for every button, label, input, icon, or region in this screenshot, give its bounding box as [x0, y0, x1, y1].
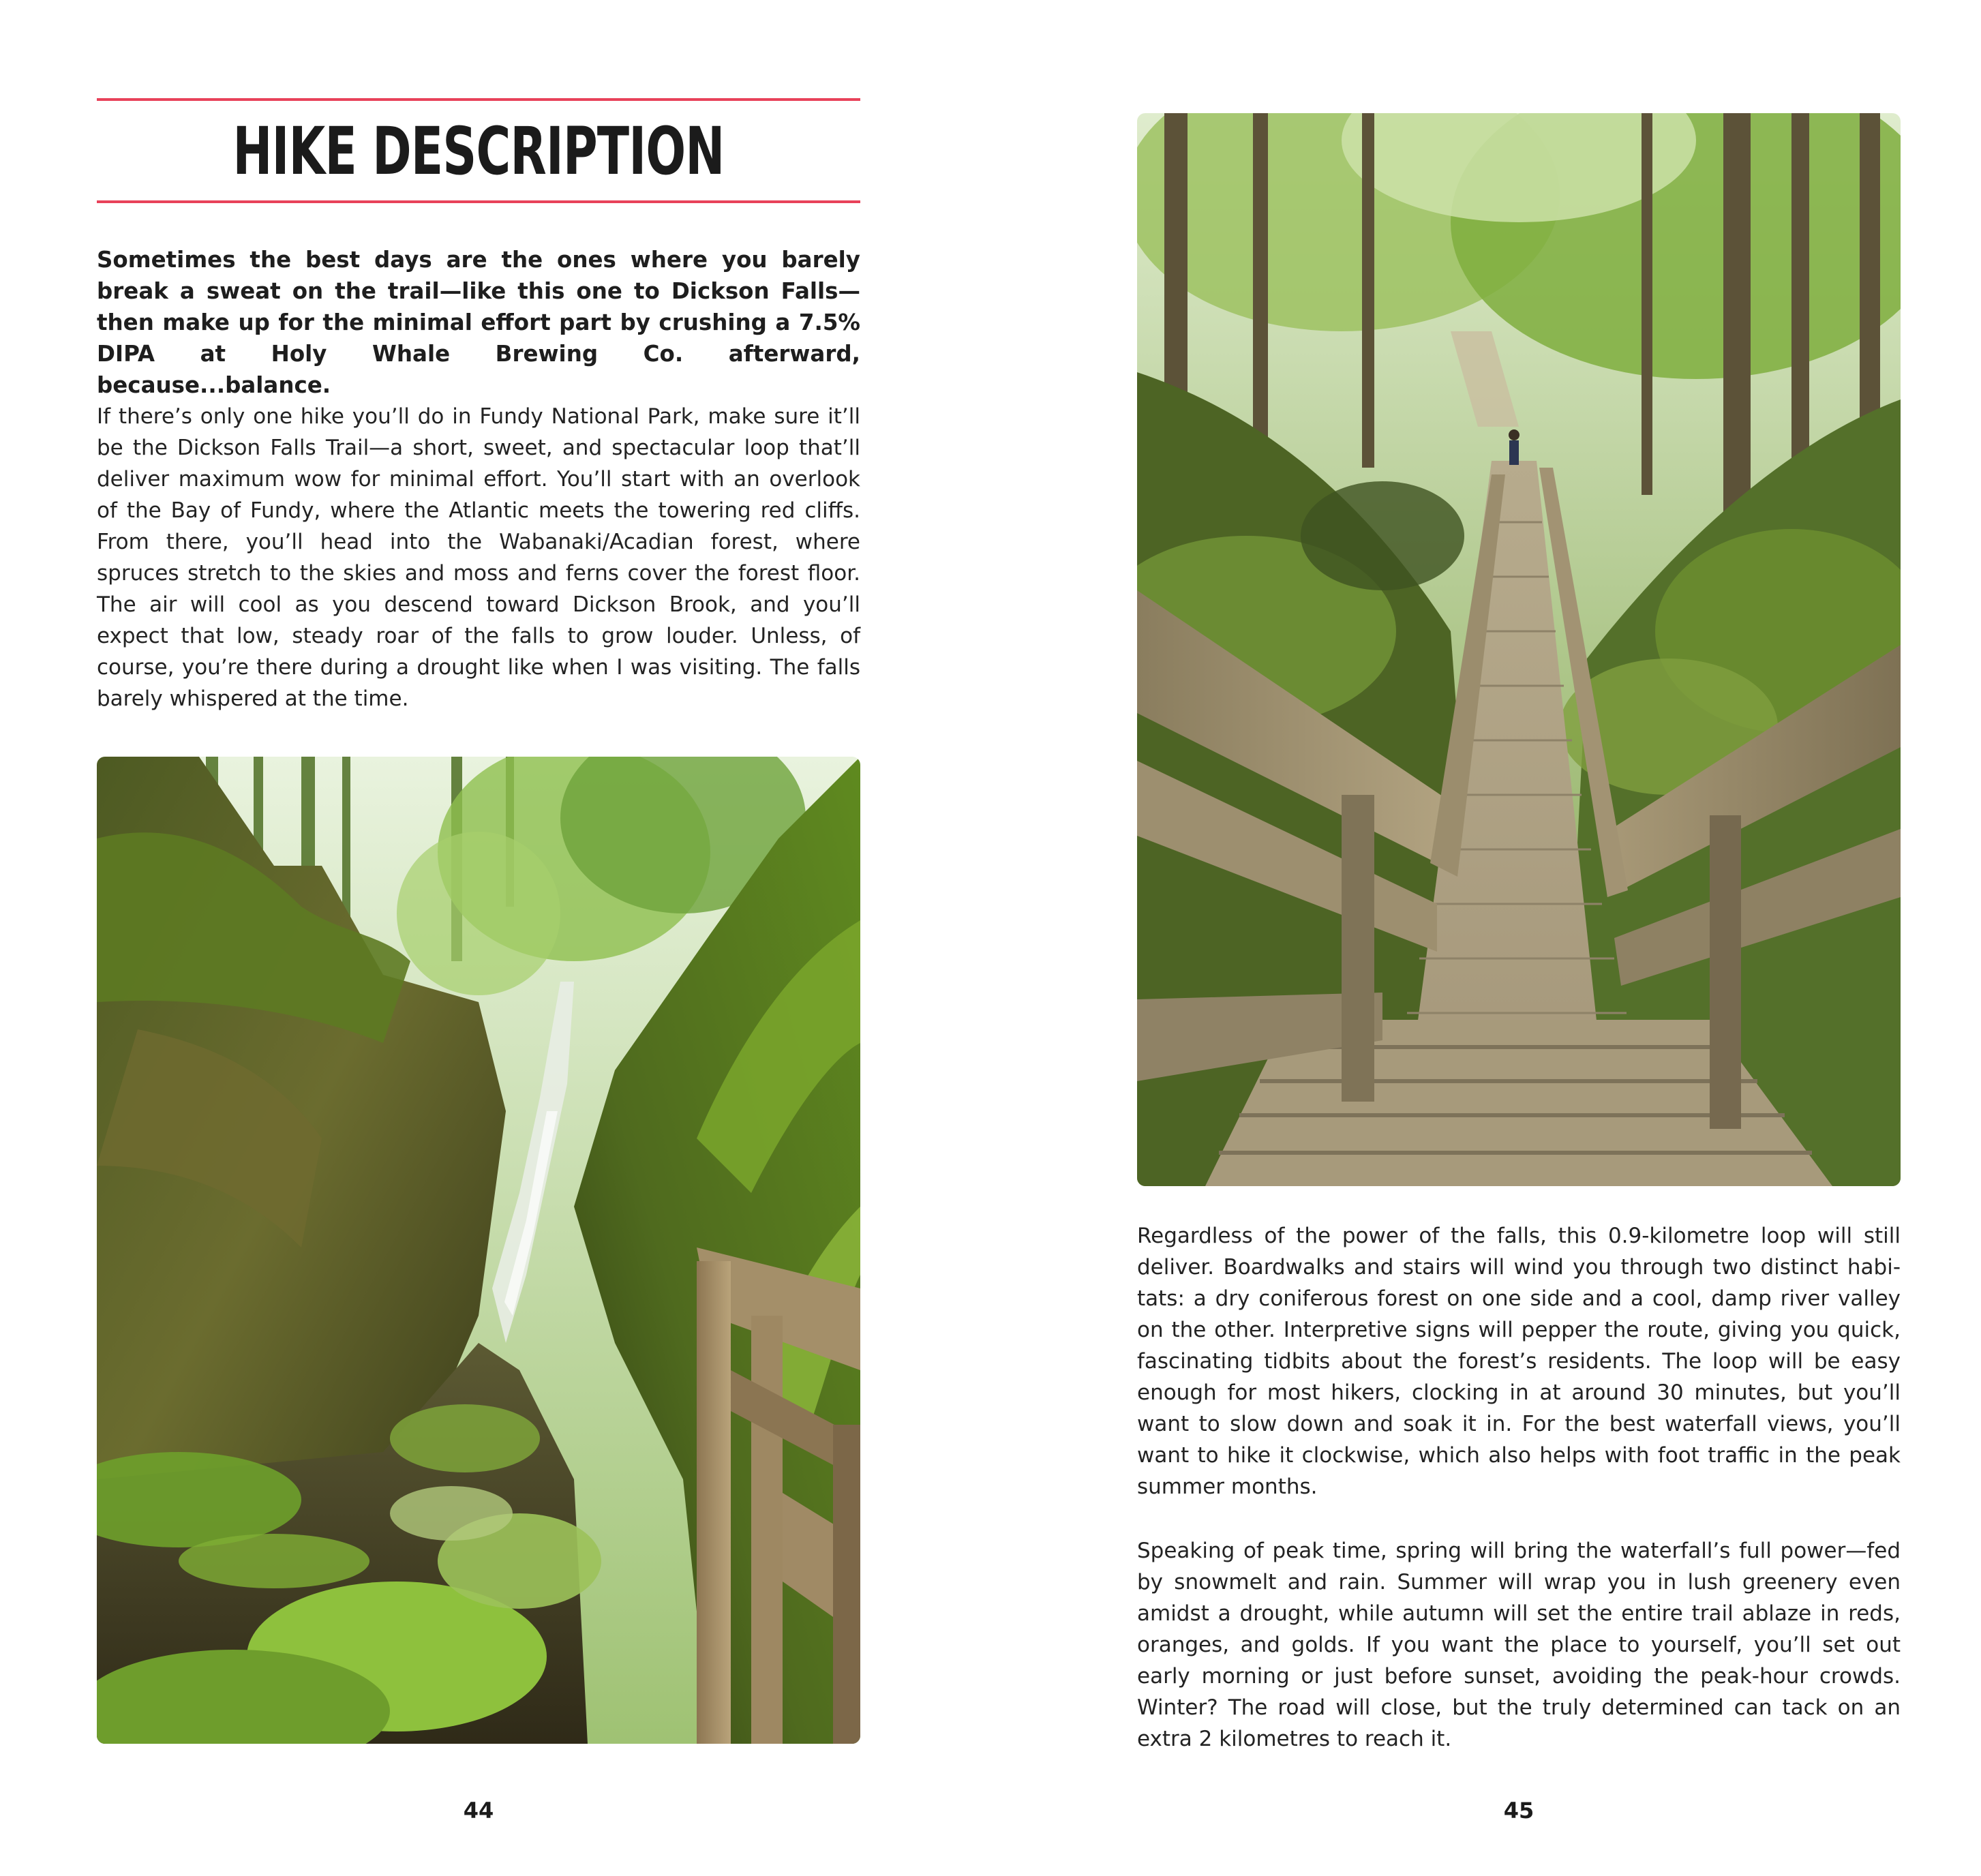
heading-top-rule — [97, 98, 860, 101]
right-page — [990, 0, 1981, 1876]
heading-bottom-rule — [97, 200, 860, 203]
lead-paragraph: Sometimes the best days are the ones where you barely break a sweat on the trail—like this one to Dickson Falls—then make up for the minimal effort part by crushing a 7.5% DIPA at Holy Whale Brewing Co. afterward, because...balance. — [97, 247, 860, 398]
left-page — [0, 0, 990, 1876]
intro-paragraph: If there’s only one hike you’ll do in Fundy National Park, make sure it’ll be the Dickson Falls Trail—a short, sweet, and spectacular loop that’ll deliver maximum wow for minimal effort. You’ll start with an overlook of the Bay of Fundy, where the Atlantic meets the towering red cliffs. From there, you’ll head into the Wabanaki/Acadian forest, where spruces stretch to the skies and moss and ferns cover the forest floor. The air will cool as you descend toward Dickson Brook, and you’ll expect that low, steady roar of the falls to grow louder. Unless, of course, you’re there during a drought like when I was visiting. The falls barely whispered at the time. — [97, 404, 860, 711]
page-number-right: 45 — [1503, 1798, 1534, 1824]
loop-paragraph: Regardless of the power of the falls, this 0.9-kilometre loop will still deliver. Boardwalks and stairs will wind you through two distinct habitats: a dry coniferous forest on one side and a cool, damp river valley on the other. Interpretive signs will pepper the route, giving you quick, fascinating tidbits about the forest’s residents. The loop will be easy enough for most hikers, clocking in at around 30 minutes, but you’ll want to slow down and soak it in. For the best waterfall views, you’ll want to hike it clockwise, which also helps with foot traffic in the peak summer months. — [1137, 1224, 1901, 1499]
boardwalk-stairs-photo — [1137, 113, 1901, 1186]
waterfall-photo — [97, 757, 860, 1744]
page-number-left: 44 — [463, 1798, 494, 1824]
seasons-paragraph: Speaking of peak time, spring will bring the waterfall’s full power—fed by snowmelt and rain. Summer will wrap you in lush greenery even amidst a drought, while autumn will set the entire trail ablaze in reds, oranges, and golds. If you want the place to yourself, you’ll set out early morning or just before sunset, avoiding the peak-hour crowds. Winter? The road will close, but the truly determined can tack on an extra 2 kilometres to reach it. — [1137, 1539, 1901, 1751]
page-heading: HIKE DESCRIPTION — [232, 113, 725, 190]
